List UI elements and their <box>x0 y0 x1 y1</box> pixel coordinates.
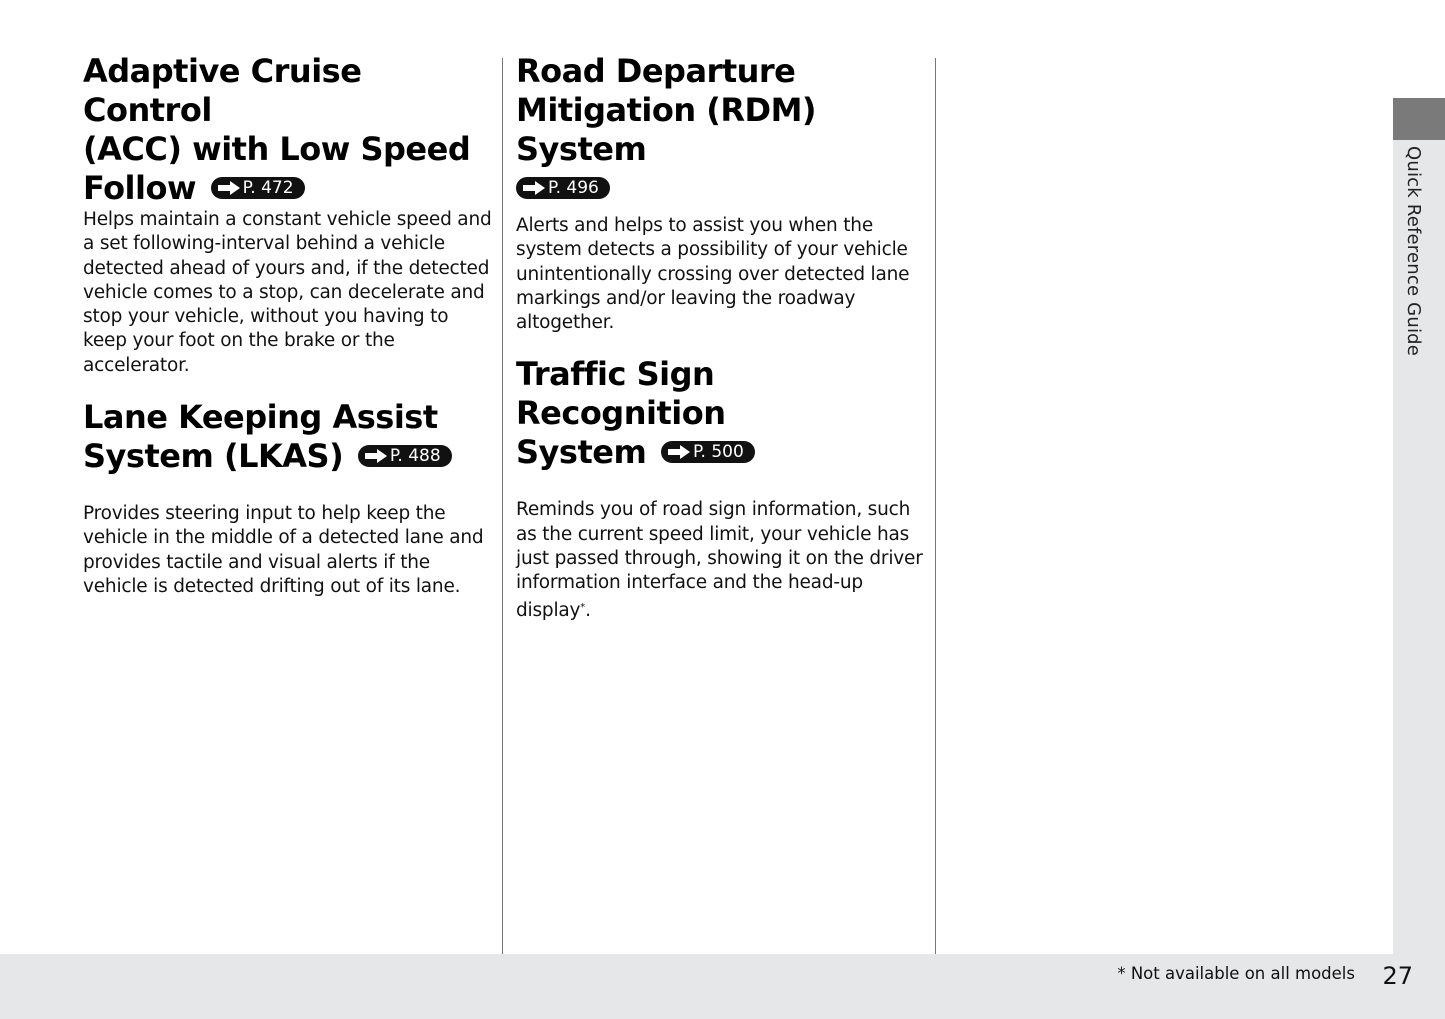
section-title-acc: Adaptive Cruise Control (ACC) with Low Speed Follow P. 472 <box>83 52 471 207</box>
column-left <box>83 52 493 599</box>
arrow-right-icon <box>521 180 547 196</box>
page-number: 27 <box>1382 962 1413 990</box>
page-ref-link-rdm[interactable]: P. 496 <box>516 177 610 199</box>
section-lkas <box>83 398 493 599</box>
arrow-right-icon <box>666 444 692 460</box>
chapter-tab[interactable] <box>1393 98 1445 140</box>
page-footer <box>0 954 1445 1019</box>
arrow-right-icon <box>363 448 389 464</box>
page-ref-link-tsr[interactable]: P. 500 <box>661 441 755 463</box>
footnote-mark: * <box>580 601 586 613</box>
page-ref-link-acc[interactable]: P. 472 <box>211 177 305 199</box>
chapter-label: Quick Reference Guide <box>1403 146 1424 357</box>
column-middle <box>516 52 926 623</box>
section-title-rdm: Road Departure Mitigation (RDM) System P. 496 <box>516 52 817 198</box>
section-body-lkas: Provides steering input to help keep the vehicle in the middle of a detected lane and provides tactile and visual alerts if the vehicle is detected drifting out of its lane. <box>83 503 484 597</box>
column-divider-left <box>502 58 503 954</box>
section-acc <box>83 52 493 378</box>
section-body-tsr: Reminds you of road sign information, such as the current speed limit, your vehicle has just passed through, showing it on the driver information interface and the head-up display*. <box>516 499 923 621</box>
section-title-lkas: Lane Keeping Assist System (LKAS) P. 488 <box>83 398 493 476</box>
section-tsr <box>516 355 926 622</box>
section-body-acc: Helps maintain a constant vehicle speed and a set following-interval behind a vehicle detected ahead of yours and, if the detected vehicle comes to a stop, can decelerate and stop your vehicle, without you having to keep your foot on the brake or the accelerator. <box>83 209 492 376</box>
footnote: * Not available on all models <box>1117 964 1355 983</box>
section-rdm <box>516 52 926 335</box>
arrow-right-icon <box>216 180 242 196</box>
section-title-tsr: Traffic Sign Recognition System P. 500 <box>516 355 926 472</box>
section-body-rdm: Alerts and helps to assist you when the system detects a possibility of your vehicle unintentionally crossing over detected lane markings and/or leaving the roadway altogether. <box>516 215 910 334</box>
column-divider-right <box>935 58 936 954</box>
page-ref-link-lkas[interactable]: P. 488 <box>358 445 452 467</box>
